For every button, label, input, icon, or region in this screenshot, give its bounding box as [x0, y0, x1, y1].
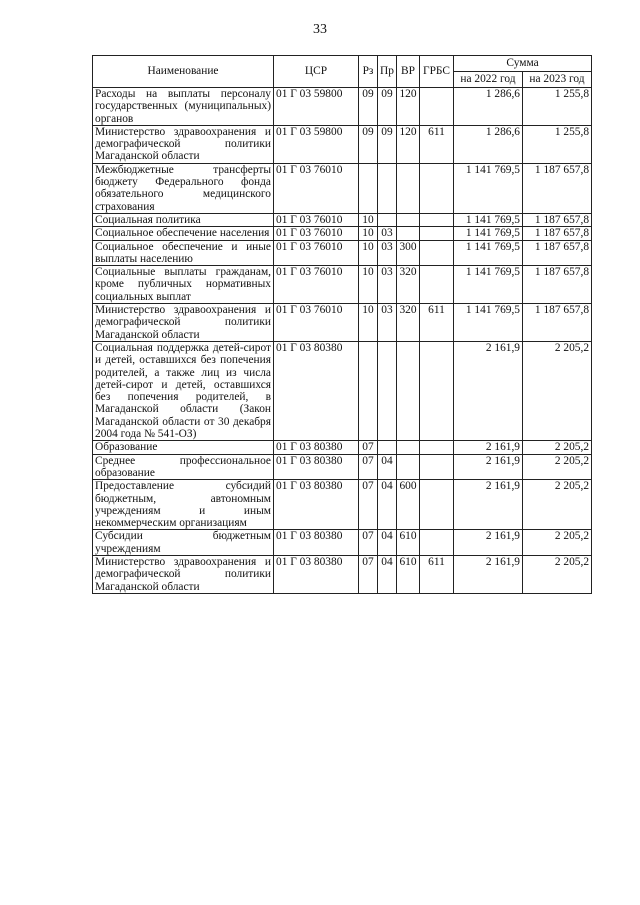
row-sum-2022: 1 286,6	[454, 125, 523, 163]
row-csr: 01 Г 03 76010	[274, 213, 359, 226]
row-pr: 04	[378, 480, 397, 530]
row-sum-2022: 1 141 769,5	[454, 213, 523, 226]
table-row	[93, 227, 592, 240]
row-grbs	[420, 213, 454, 226]
row-name: Предоставление субсидий бюджетным, автономным учреждениям и иным некоммерческим организациям	[93, 480, 274, 530]
row-name: Социальное обеспечение населения	[93, 227, 274, 240]
row-sum-2022: 1 286,6	[454, 88, 523, 126]
row-vr: 320	[397, 304, 420, 342]
row-rz: 07	[359, 530, 378, 556]
row-grbs	[420, 227, 454, 240]
row-sum-2023: 1 187 657,8	[523, 163, 592, 213]
row-rz: 09	[359, 88, 378, 126]
row-name: Социальная политика	[93, 213, 274, 226]
table-row	[93, 240, 592, 266]
row-csr: 01 Г 03 76010	[274, 163, 359, 213]
row-csr: 01 Г 03 80380	[274, 441, 359, 454]
row-vr: 120	[397, 88, 420, 126]
row-sum-2023: 1 187 657,8	[523, 266, 592, 304]
row-csr: 01 Г 03 59800	[274, 88, 359, 126]
row-vr	[397, 163, 420, 213]
row-sum-2022: 1 141 769,5	[454, 240, 523, 266]
row-sum-2023: 1 187 657,8	[523, 240, 592, 266]
row-sum-2023: 2 205,2	[523, 341, 592, 440]
row-name: Социальное обеспечение и иные выплаты населению	[93, 240, 274, 266]
row-sum-2022: 2 161,9	[454, 530, 523, 556]
row-rz: 07	[359, 480, 378, 530]
row-grbs	[420, 530, 454, 556]
row-name: Межбюджетные трансферты бюджету Федерального фонда обязательного медицинского страхования	[93, 163, 274, 213]
row-rz: 10	[359, 227, 378, 240]
header-sum: Сумма	[454, 56, 592, 72]
row-grbs	[420, 240, 454, 266]
row-pr: 03	[378, 227, 397, 240]
row-pr: 04	[378, 555, 397, 593]
row-rz: 10	[359, 240, 378, 266]
row-sum-2022: 1 141 769,5	[454, 266, 523, 304]
table-row	[93, 480, 592, 530]
row-name: Социальные выплаты гражданам, кроме публичных нормативных социальных выплат	[93, 266, 274, 304]
row-pr: 09	[378, 88, 397, 126]
table-row	[93, 341, 592, 440]
row-sum-2023: 2 205,2	[523, 530, 592, 556]
row-sum-2022: 2 161,9	[454, 341, 523, 440]
row-pr	[378, 213, 397, 226]
row-pr: 03	[378, 304, 397, 342]
row-vr: 610	[397, 555, 420, 593]
row-csr: 01 Г 03 76010	[274, 240, 359, 266]
row-grbs	[420, 88, 454, 126]
row-vr	[397, 454, 420, 480]
header-year-2023: на 2023 год	[523, 72, 592, 88]
header-vr: ВР	[397, 56, 420, 88]
row-csr: 01 Г 03 76010	[274, 266, 359, 304]
row-csr: 01 Г 03 76010	[274, 227, 359, 240]
row-pr: 03	[378, 240, 397, 266]
row-sum-2023: 1 187 657,8	[523, 304, 592, 342]
row-name: Министерство здравоохранения и демографической политики Магаданской области	[93, 125, 274, 163]
row-rz: 07	[359, 441, 378, 454]
row-grbs	[420, 454, 454, 480]
header-csr: ЦСР	[274, 56, 359, 88]
row-sum-2023: 2 205,2	[523, 454, 592, 480]
row-grbs	[420, 163, 454, 213]
budget-table	[92, 55, 592, 594]
row-csr: 01 Г 03 59800	[274, 125, 359, 163]
row-rz: 10	[359, 213, 378, 226]
row-grbs: 611	[420, 304, 454, 342]
row-rz: 07	[359, 555, 378, 593]
table-header-row	[93, 56, 592, 72]
row-name: Министерство здравоохранения и демографической политики Магаданской области	[93, 304, 274, 342]
row-name: Министерство здравоохранения и демографической политики Магаданской области	[93, 555, 274, 593]
row-sum-2023: 1 255,8	[523, 88, 592, 126]
row-vr: 320	[397, 266, 420, 304]
row-csr: 01 Г 03 80380	[274, 454, 359, 480]
row-csr: 01 Г 03 80380	[274, 555, 359, 593]
row-rz: 10	[359, 304, 378, 342]
row-csr: 01 Г 03 76010	[274, 304, 359, 342]
row-vr: 610	[397, 530, 420, 556]
row-vr	[397, 341, 420, 440]
row-sum-2023: 2 205,2	[523, 555, 592, 593]
table-row	[93, 304, 592, 342]
table-body	[93, 88, 592, 594]
row-sum-2022: 2 161,9	[454, 555, 523, 593]
header-rz: Рз	[359, 56, 378, 88]
row-sum-2022: 1 141 769,5	[454, 304, 523, 342]
row-grbs: 611	[420, 125, 454, 163]
row-rz: 07	[359, 454, 378, 480]
row-grbs	[420, 441, 454, 454]
row-grbs	[420, 480, 454, 530]
table-row	[93, 266, 592, 304]
table-row	[93, 530, 592, 556]
row-vr	[397, 227, 420, 240]
row-rz: 09	[359, 125, 378, 163]
row-sum-2023: 2 205,2	[523, 441, 592, 454]
row-sum-2022: 2 161,9	[454, 454, 523, 480]
row-sum-2023: 1 187 657,8	[523, 227, 592, 240]
page-number: 33	[313, 22, 327, 37]
row-pr: 09	[378, 125, 397, 163]
row-sum-2022: 2 161,9	[454, 441, 523, 454]
row-sum-2022: 1 141 769,5	[454, 227, 523, 240]
row-pr: 04	[378, 454, 397, 480]
header-grbs: ГРБС	[420, 56, 454, 88]
table-row	[93, 213, 592, 226]
row-pr	[378, 341, 397, 440]
row-grbs: 611	[420, 555, 454, 593]
row-name: Субсидии бюджетным учреждениям	[93, 530, 274, 556]
row-sum-2023: 2 205,2	[523, 480, 592, 530]
table-row	[93, 88, 592, 126]
row-sum-2023: 1 187 657,8	[523, 213, 592, 226]
header-name: Наименование	[93, 56, 274, 88]
header-year-2022: на 2022 год	[454, 72, 523, 88]
row-grbs	[420, 341, 454, 440]
table-row	[93, 125, 592, 163]
row-name: Социальная поддержка детей-сирот и детей, оставшихся без попечения родителей, а также лиц из числа детей-сирот и детей, оставшихся без попечения родителей, в Магаданской области (Закон Магаданской области от 30 декабря 2004 года № 541-ОЗ)	[93, 341, 274, 440]
row-csr: 01 Г 03 80380	[274, 341, 359, 440]
row-sum-2022: 2 161,9	[454, 480, 523, 530]
row-vr	[397, 441, 420, 454]
row-rz	[359, 341, 378, 440]
row-rz: 10	[359, 266, 378, 304]
row-pr: 03	[378, 266, 397, 304]
row-grbs	[420, 266, 454, 304]
row-vr	[397, 213, 420, 226]
row-pr	[378, 163, 397, 213]
row-vr: 600	[397, 480, 420, 530]
row-sum-2022: 1 141 769,5	[454, 163, 523, 213]
header-pr: Пр	[378, 56, 397, 88]
table-row	[93, 454, 592, 480]
row-vr: 300	[397, 240, 420, 266]
row-pr: 04	[378, 530, 397, 556]
row-vr: 120	[397, 125, 420, 163]
row-pr	[378, 441, 397, 454]
row-csr: 01 Г 03 80380	[274, 480, 359, 530]
row-name: Расходы на выплаты персоналу государственных (муниципальных) органов	[93, 88, 274, 126]
row-name: Образование	[93, 441, 274, 454]
table-row	[93, 441, 592, 454]
row-sum-2023: 1 255,8	[523, 125, 592, 163]
table-row	[93, 555, 592, 593]
row-rz	[359, 163, 378, 213]
row-name: Среднее профессиональное образование	[93, 454, 274, 480]
row-csr: 01 Г 03 80380	[274, 530, 359, 556]
table-row	[93, 163, 592, 213]
